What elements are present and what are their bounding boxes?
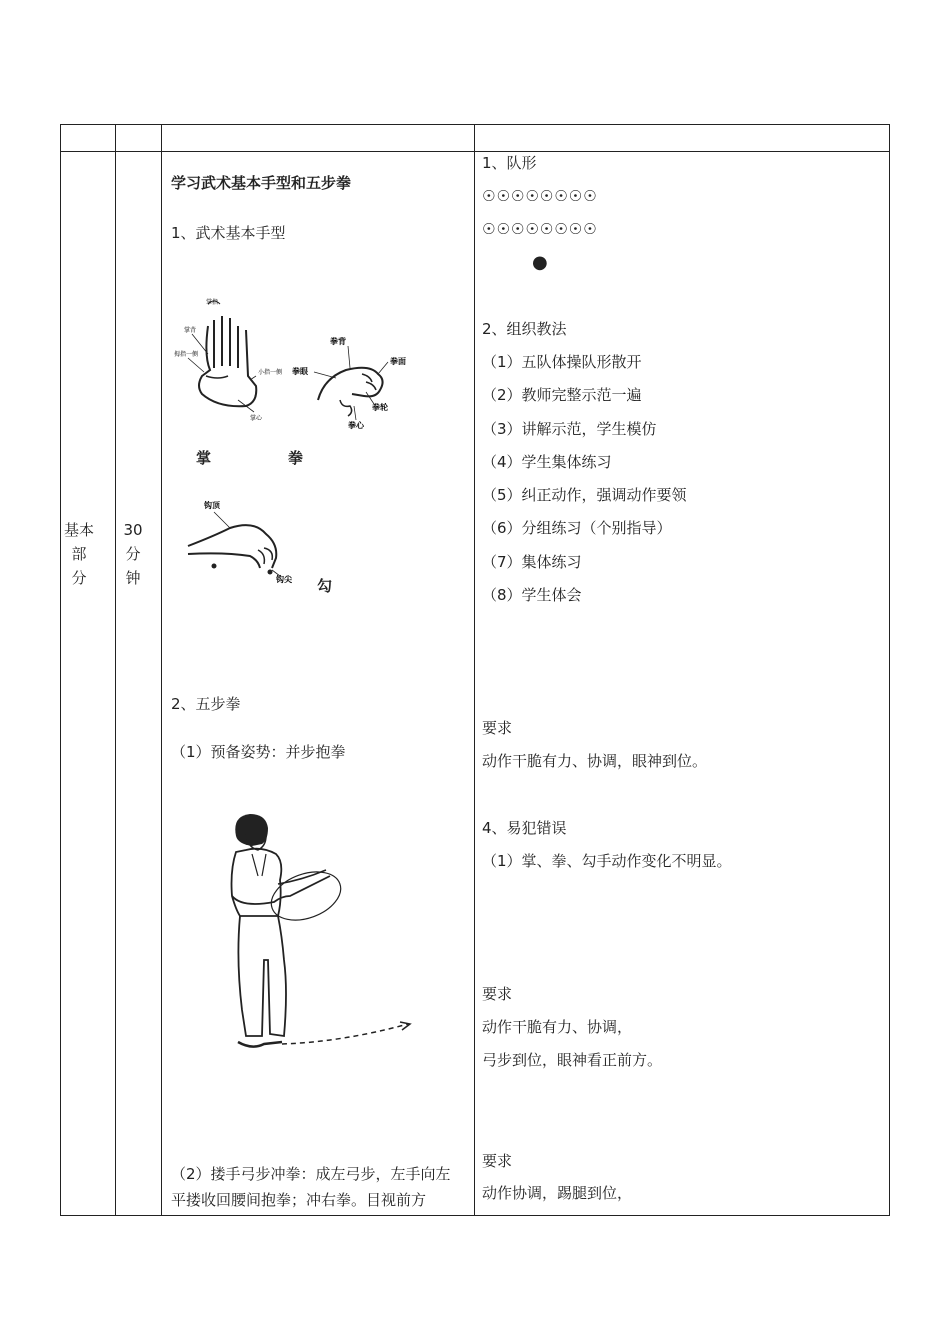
palm-illustration bbox=[168, 296, 283, 422]
fist-illustration bbox=[290, 330, 420, 430]
requirement-text: 弓步到位，眼神看正前方。 bbox=[482, 1051, 663, 1069]
content-heading: 学习武术基本手型和五步拳 bbox=[171, 174, 352, 192]
item-hand-shapes: 1、武术基本手型 bbox=[171, 224, 286, 242]
step-2-line-1: （2）搂手弓步冲拳：成左弓步，左手向左 bbox=[171, 1165, 451, 1183]
lesson-table bbox=[60, 124, 890, 1216]
errors-item: （1）掌、拳、勾手动作变化不明显。 bbox=[482, 852, 732, 870]
time-label: 30 分 钟 bbox=[123, 521, 143, 587]
section-label: 基本 部 分 bbox=[64, 521, 95, 587]
formation-row-1: ☉☉☉☉☉☉☉☉ bbox=[482, 187, 598, 205]
svg-text:掌心: 掌心 bbox=[250, 415, 263, 422]
fist-label: 拳 bbox=[288, 449, 304, 467]
org-item: （4）学生集体练习 bbox=[482, 453, 612, 471]
org-item: （3）讲解示范，学生模仿 bbox=[482, 420, 657, 438]
errors-title: 4、易犯错误 bbox=[482, 819, 567, 837]
formation-title: 1、队形 bbox=[482, 154, 537, 172]
formation-row-2: ☉☉☉☉☉☉☉☉ bbox=[482, 220, 598, 238]
teacher-marker: ● bbox=[532, 252, 548, 273]
item-five-step-fist: 2、五步拳 bbox=[171, 695, 241, 713]
org-item: （6）分组练习（个别指导） bbox=[482, 519, 672, 537]
svg-text:钩顶: 钩顶 bbox=[204, 501, 220, 510]
column-divider bbox=[161, 125, 162, 1215]
hook-label: 勾 bbox=[317, 577, 333, 595]
step-1: （1）预备姿势：并步抱拳 bbox=[171, 743, 346, 761]
requirement-text: 动作干脆有力、协调，眼神到位。 bbox=[482, 752, 708, 770]
requirement-title: 要求 bbox=[482, 719, 513, 737]
requirement-text: 动作干脆有力、协调， bbox=[482, 1018, 633, 1036]
org-item: （1）五队体操队形散开 bbox=[482, 353, 642, 371]
org-item: （8）学生体会 bbox=[482, 586, 582, 604]
column-divider bbox=[474, 125, 475, 1215]
requirement-title: 要求 bbox=[482, 1152, 513, 1170]
svg-text:拇指一侧: 拇指一侧 bbox=[174, 351, 199, 358]
svg-text:钩尖: 钩尖 bbox=[276, 575, 292, 584]
hook-illustration bbox=[184, 494, 304, 589]
step-2-line-2: 平搂收回腰间抱拳；冲右拳。目视前方 bbox=[171, 1191, 427, 1209]
svg-text:拳心: 拳心 bbox=[348, 421, 364, 430]
org-item: （5）纠正动作，强调动作要领 bbox=[482, 486, 687, 504]
column-divider bbox=[115, 125, 116, 1215]
org-item: （2）教师完整示范一遍 bbox=[482, 386, 642, 404]
svg-text:拳轮: 拳轮 bbox=[372, 403, 388, 412]
svg-text:掌背: 掌背 bbox=[184, 327, 197, 334]
svg-text:拳眼: 拳眼 bbox=[292, 367, 308, 376]
svg-text:拳面: 拳面 bbox=[390, 357, 406, 366]
svg-text:小指一侧: 小指一侧 bbox=[258, 369, 283, 376]
org-title: 2、组织教法 bbox=[482, 320, 567, 338]
header-row-divider bbox=[61, 151, 889, 152]
org-item: （7）集体练习 bbox=[482, 553, 582, 571]
svg-text:掌指: 掌指 bbox=[206, 299, 219, 306]
requirement-text: 动作协调，踢腿到位， bbox=[482, 1184, 633, 1202]
palm-label: 掌 bbox=[196, 449, 212, 467]
requirement-title: 要求 bbox=[482, 985, 513, 1003]
figure-illustration bbox=[222, 810, 412, 1060]
svg-text:拳背: 拳背 bbox=[330, 337, 346, 346]
